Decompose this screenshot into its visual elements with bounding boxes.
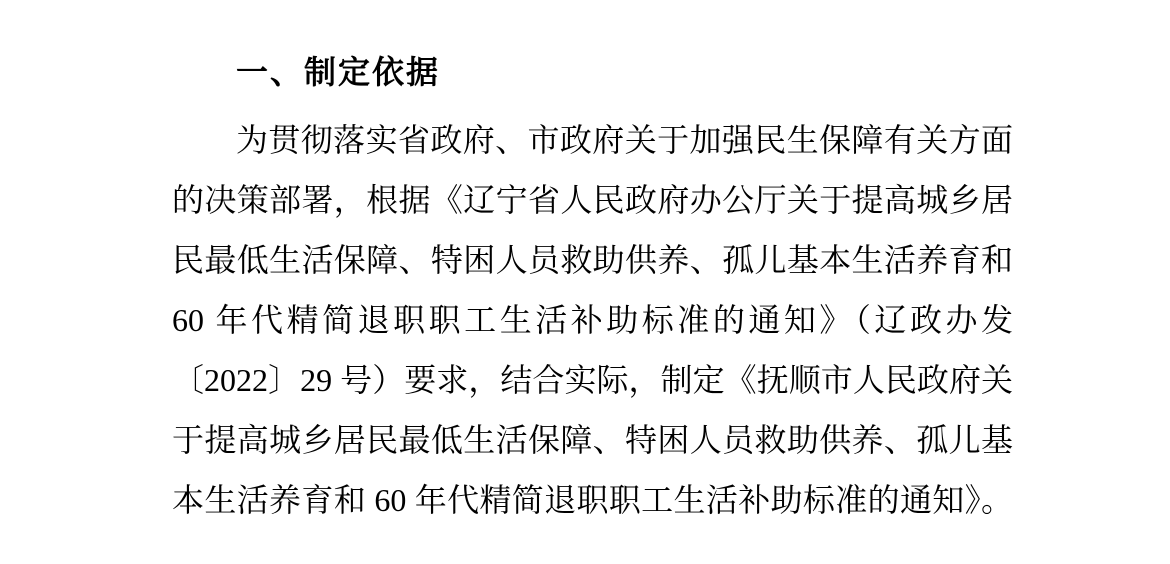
paragraph-line: 民最低生活保障、特困人员救助供养、孤儿基本生活养育和 <box>172 242 1013 278</box>
paragraph-line: 的决策部署，根据《辽宁省人民政府办公厅关于提高城乡居 <box>172 182 1013 218</box>
paragraph-line: 60 年代精简退职职工生活补助标准的通知》（辽政办发 <box>172 302 1013 338</box>
paragraph-line: 〔2022〕29 号）要求，结合实际，制定《抚顺市人民政府关 <box>172 362 1013 398</box>
paragraph-line: 于提高城乡居民最低生活保障、特困人员救助供养、孤儿基 <box>172 422 1013 458</box>
document-text-block <box>172 42 1013 530</box>
body-paragraph <box>172 110 1013 530</box>
section-heading: 一、制定依据 <box>236 54 441 90</box>
paragraph-line: 为贯彻落实省政府、市政府关于加强民生保障有关方面 <box>236 122 1013 158</box>
paragraph-line: 本生活养育和 60 年代精简退职职工生活补助标准的通知》。 <box>172 482 1013 518</box>
